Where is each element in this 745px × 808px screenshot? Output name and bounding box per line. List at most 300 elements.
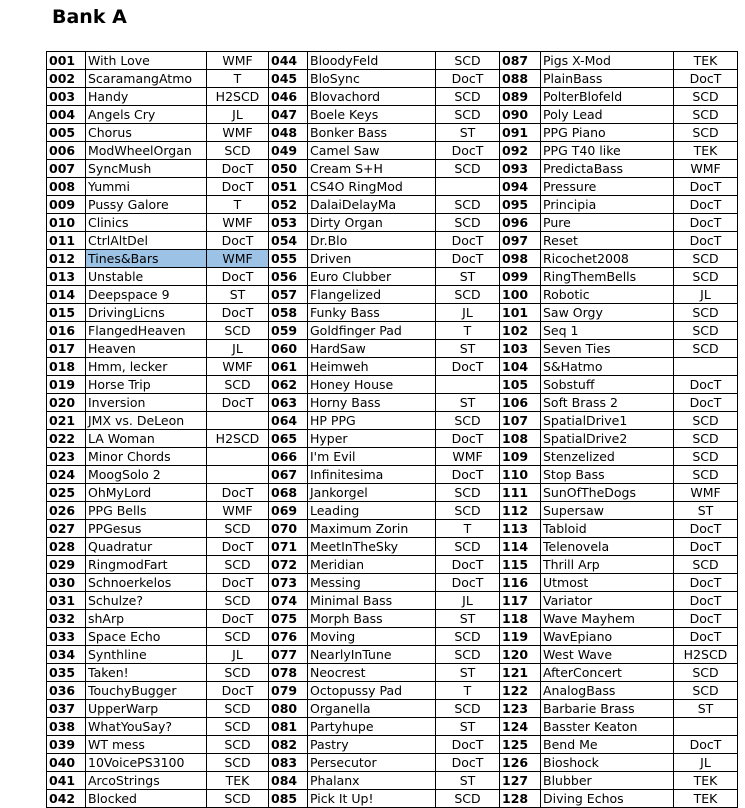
patch-type-cell: DocT [436, 574, 500, 592]
patch-num-cell: 071 [269, 538, 308, 556]
table-row [47, 430, 738, 448]
table-row [47, 592, 738, 610]
patch-name-cell: Stenzelized [541, 448, 674, 466]
patch-num-cell: 068 [269, 484, 308, 502]
patch-type-cell: DocT [674, 736, 738, 754]
patch-type-cell: DocT [674, 574, 738, 592]
patch-name-cell: TouchyBugger [86, 682, 207, 700]
patch-num-cell: 127 [500, 772, 541, 790]
patch-num-cell: 001 [47, 52, 86, 70]
patch-num-cell: 092 [500, 142, 541, 160]
patch-name-cell: Supersaw [541, 502, 674, 520]
patch-type-cell: ST [436, 664, 500, 682]
patch-type-cell: ST [674, 700, 738, 718]
patch-type-cell: DocT [436, 754, 500, 772]
patch-num-cell: 064 [269, 412, 308, 430]
patch-name-cell: Euro Clubber [308, 268, 436, 286]
patch-name-cell: Schnoerkelos [86, 574, 207, 592]
patch-name-cell: Meridian [308, 556, 436, 574]
patch-num-cell: 082 [269, 736, 308, 754]
patch-num-cell: 058 [269, 304, 308, 322]
patch-type-cell: SCD [436, 646, 500, 664]
patch-num-cell: 037 [47, 700, 86, 718]
patch-name-cell: S&Hatmo [541, 358, 674, 376]
patch-num-cell: 017 [47, 340, 86, 358]
patch-type-cell: DocT [436, 70, 500, 88]
patch-num-cell: 062 [269, 376, 308, 394]
patch-num-cell: 113 [500, 520, 541, 538]
patch-num-cell: 049 [269, 142, 308, 160]
patch-num-cell: 044 [269, 52, 308, 70]
patch-num-cell: 119 [500, 628, 541, 646]
patch-type-cell: SCD [674, 556, 738, 574]
patch-name-cell: Inversion [86, 394, 207, 412]
patch-num-cell: 032 [47, 610, 86, 628]
patch-num-cell: 125 [500, 736, 541, 754]
patch-type-cell: SCD [674, 268, 738, 286]
patch-num-cell: 050 [269, 160, 308, 178]
patch-num-cell: 100 [500, 286, 541, 304]
patch-name-cell: SunOfTheDogs [541, 484, 674, 502]
table-row [47, 664, 738, 682]
patch-num-cell: 060 [269, 340, 308, 358]
patch-type-cell: SCD [436, 412, 500, 430]
patch-name-cell: Funky Bass [308, 304, 436, 322]
patch-num-cell: 095 [500, 196, 541, 214]
patch-name-cell: Cream S+H [308, 160, 436, 178]
patch-num-cell: 102 [500, 322, 541, 340]
patch-num-cell: 076 [269, 628, 308, 646]
patch-type-cell [436, 178, 500, 196]
patch-type-cell: SCD [674, 664, 738, 682]
patch-name-cell: Goldfinger Pad [308, 322, 436, 340]
patch-num-cell: 091 [500, 124, 541, 142]
patch-type-cell: SCD [436, 106, 500, 124]
patch-name-cell: Synthline [86, 646, 207, 664]
patch-type-cell: SCD [436, 790, 500, 808]
patch-type-cell: JL [436, 592, 500, 610]
patch-name-cell: SpatialDrive1 [541, 412, 674, 430]
patch-num-cell: 121 [500, 664, 541, 682]
patch-name-cell: Sobstuff [541, 376, 674, 394]
patch-name-cell: Blocked [86, 790, 207, 808]
patch-num-cell: 090 [500, 106, 541, 124]
patch-type-cell: SCD [436, 52, 500, 70]
patch-type-cell: DocT [436, 736, 500, 754]
patch-type-cell [207, 466, 269, 484]
patch-num-cell: 039 [47, 736, 86, 754]
patch-name-cell: Utmost [541, 574, 674, 592]
patch-type-cell: SCD [674, 124, 738, 142]
patch-name-cell: Deepspace 9 [86, 286, 207, 304]
patch-num-cell: 075 [269, 610, 308, 628]
patch-type-cell: DocT [436, 430, 500, 448]
patch-name-cell: UpperWarp [86, 700, 207, 718]
patch-num-cell: 123 [500, 700, 541, 718]
patch-num-cell: 067 [269, 466, 308, 484]
table-row [47, 88, 738, 106]
patch-type-cell: SCD [207, 592, 269, 610]
patch-type-cell: WMF [436, 448, 500, 466]
patch-num-cell: 114 [500, 538, 541, 556]
patch-name-cell: Stop Bass [541, 466, 674, 484]
patch-type-cell: ST [436, 268, 500, 286]
patch-type-cell: SCD [436, 628, 500, 646]
patch-name-cell: Hmm, lecker [86, 358, 207, 376]
patch-type-cell: DocT [207, 304, 269, 322]
patch-name-cell: Diving Echos [541, 790, 674, 808]
patch-name-cell: PPG Piano [541, 124, 674, 142]
patch-num-cell: 024 [47, 466, 86, 484]
patch-name-cell: CtrlAltDel [86, 232, 207, 250]
patch-type-cell: JL [674, 286, 738, 304]
patch-type-cell: ST [436, 340, 500, 358]
patch-name-cell: WhatYouSay? [86, 718, 207, 736]
patch-num-cell: 093 [500, 160, 541, 178]
patch-type-cell: WMF [674, 160, 738, 178]
patch-num-cell: 072 [269, 556, 308, 574]
patch-type-cell: SCD [436, 88, 500, 106]
table-row [47, 232, 738, 250]
patch-type-cell: DocT [207, 394, 269, 412]
patch-type-cell: ST [436, 610, 500, 628]
patch-type-cell: ST [436, 394, 500, 412]
patch-type-cell: DocT [674, 520, 738, 538]
patch-type-cell: H2SCD [207, 430, 269, 448]
patch-type-cell: T [436, 322, 500, 340]
patch-name-cell: Bioshock [541, 754, 674, 772]
patch-name-cell: Dr.Blo [308, 232, 436, 250]
table-row [47, 286, 738, 304]
patch-type-cell [674, 358, 738, 376]
patch-type-cell: SCD [674, 682, 738, 700]
patch-type-cell: TEK [674, 790, 738, 808]
patch-num-cell: 117 [500, 592, 541, 610]
table-row [47, 556, 738, 574]
patch-type-cell: SCD [207, 376, 269, 394]
patch-num-cell: 096 [500, 214, 541, 232]
patch-name-cell: Horse Trip [86, 376, 207, 394]
patch-num-cell: 085 [269, 790, 308, 808]
patch-num-cell: 038 [47, 718, 86, 736]
patch-name-cell: MoogSolo 2 [86, 466, 207, 484]
patch-type-cell: SCD [207, 736, 269, 754]
patch-name-cell: Leading [308, 502, 436, 520]
patch-type-cell: DocT [207, 682, 269, 700]
patch-name-cell: Dirty Organ [308, 214, 436, 232]
patch-name-cell: NearlyInTune [308, 646, 436, 664]
patch-type-cell: SCD [207, 718, 269, 736]
patch-type-cell: SCD [436, 160, 500, 178]
patch-type-cell: T [436, 520, 500, 538]
patch-type-cell: DocT [436, 142, 500, 160]
patch-num-cell: 057 [269, 286, 308, 304]
patch-num-cell: 031 [47, 592, 86, 610]
patch-num-cell: 106 [500, 394, 541, 412]
patch-name-cell: Blovachord [308, 88, 436, 106]
patch-type-cell [207, 412, 269, 430]
patch-num-cell: 047 [269, 106, 308, 124]
patch-name-cell: HP PPG [308, 412, 436, 430]
patch-name-cell: DalaiDelayMa [308, 196, 436, 214]
table-row [47, 610, 738, 628]
table-row [47, 376, 738, 394]
table-row [47, 754, 738, 772]
table-row [47, 502, 738, 520]
patch-num-cell: 107 [500, 412, 541, 430]
patch-type-cell: SCD [207, 754, 269, 772]
patch-type-cell: DocT [674, 394, 738, 412]
patch-num-cell: 003 [47, 88, 86, 106]
patch-name-cell: SpatialDrive2 [541, 430, 674, 448]
patch-num-cell: 021 [47, 412, 86, 430]
patch-name-cell: OhMyLord [86, 484, 207, 502]
patch-name-cell: Wave Mayhem [541, 610, 674, 628]
table-row [47, 394, 738, 412]
patch-name-cell: Partyhupe [308, 718, 436, 736]
patch-num-cell: 074 [269, 592, 308, 610]
patch-num-cell: 112 [500, 502, 541, 520]
patch-type-cell: SCD [674, 106, 738, 124]
patch-type-cell: SCD [436, 196, 500, 214]
patch-type-cell: JL [207, 340, 269, 358]
patch-name-cell: Blubber [541, 772, 674, 790]
table-row [47, 718, 738, 736]
table-row [47, 52, 738, 70]
patch-type-cell: ST [436, 772, 500, 790]
patch-type-cell: WMF [207, 502, 269, 520]
patch-name-cell: Moving [308, 628, 436, 646]
patch-num-cell: 022 [47, 430, 86, 448]
patch-num-cell: 015 [47, 304, 86, 322]
patch-num-cell: 019 [47, 376, 86, 394]
patch-name-cell: Neocrest [308, 664, 436, 682]
patch-num-cell: 108 [500, 430, 541, 448]
patch-num-cell: 080 [269, 700, 308, 718]
patch-num-cell: 069 [269, 502, 308, 520]
patch-name-cell: Telenovela [541, 538, 674, 556]
table-row [47, 538, 738, 556]
table-row [47, 790, 738, 808]
patch-num-cell: 124 [500, 718, 541, 736]
patch-name-cell: Saw Orgy [541, 304, 674, 322]
patch-name-cell: Poly Lead [541, 106, 674, 124]
patch-type-cell: SCD [674, 88, 738, 106]
table-row [47, 268, 738, 286]
patch-name-cell: Hyper [308, 430, 436, 448]
patch-name-cell: ArcoStrings [86, 772, 207, 790]
patch-type-cell: TEK [674, 772, 738, 790]
patch-name-cell: 10VoicePS3100 [86, 754, 207, 772]
patch-name-cell: Principia [541, 196, 674, 214]
patch-type-cell: ST [674, 502, 738, 520]
patch-type-cell: SCD [207, 556, 269, 574]
table-row [47, 520, 738, 538]
patch-type-cell: DocT [207, 538, 269, 556]
patch-num-cell: 055 [269, 250, 308, 268]
patch-type-cell: DocT [436, 232, 500, 250]
patch-name-cell: Angels Cry [86, 106, 207, 124]
patch-name-cell: JMX vs. DeLeon [86, 412, 207, 430]
patch-num-cell: 104 [500, 358, 541, 376]
table-row [47, 700, 738, 718]
patch-name-cell: Basster Keaton [541, 718, 674, 736]
patch-num-cell: 061 [269, 358, 308, 376]
patch-type-cell: DocT [674, 232, 738, 250]
patch-table [46, 51, 738, 808]
patch-name-cell: Pressure [541, 178, 674, 196]
patch-type-cell: DocT [207, 610, 269, 628]
patch-type-cell: WMF [207, 358, 269, 376]
table-row [47, 466, 738, 484]
table-row [47, 736, 738, 754]
patch-num-cell: 014 [47, 286, 86, 304]
patch-type-cell: SCD [674, 430, 738, 448]
patch-name-cell: WavEpiano [541, 628, 674, 646]
patch-num-cell: 109 [500, 448, 541, 466]
patch-type-cell: DocT [436, 466, 500, 484]
patch-name-cell: AfterConcert [541, 664, 674, 682]
patch-type-cell: SCD [674, 304, 738, 322]
patch-type-cell: SCD [674, 448, 738, 466]
patch-name-cell: PlainBass [541, 70, 674, 88]
patch-type-cell: SCD [674, 412, 738, 430]
table-row [47, 322, 738, 340]
patch-num-cell: 116 [500, 574, 541, 592]
patch-num-cell: 034 [47, 646, 86, 664]
patch-type-cell: DocT [207, 178, 269, 196]
patch-type-cell: T [436, 682, 500, 700]
patch-num-cell: 088 [500, 70, 541, 88]
patch-name-cell: Unstable [86, 268, 207, 286]
patch-num-cell: 035 [47, 664, 86, 682]
patch-num-cell: 020 [47, 394, 86, 412]
table-row [47, 448, 738, 466]
patch-num-cell: 128 [500, 790, 541, 808]
patch-type-cell: DocT [436, 556, 500, 574]
patch-type-cell: TEK [674, 52, 738, 70]
patch-type-cell: H2SCD [207, 88, 269, 106]
patch-type-cell: ST [436, 124, 500, 142]
patch-type-cell: SCD [674, 250, 738, 268]
table-row [47, 628, 738, 646]
patch-type-cell: H2SCD [674, 646, 738, 664]
patch-type-cell: SCD [674, 466, 738, 484]
patch-name-cell: RingThemBells [541, 268, 674, 286]
patch-num-cell: 046 [269, 88, 308, 106]
patch-num-cell: 002 [47, 70, 86, 88]
patch-name-cell: Boele Keys [308, 106, 436, 124]
patch-num-cell: 081 [269, 718, 308, 736]
table-row [47, 646, 738, 664]
table-row [47, 772, 738, 790]
patch-name-cell: Camel Saw [308, 142, 436, 160]
table-row [47, 160, 738, 178]
patch-name-cell: PredictaBass [541, 160, 674, 178]
patch-name-cell: SyncMush [86, 160, 207, 178]
patch-type-cell: SCD [207, 628, 269, 646]
page-title: Bank A [52, 6, 127, 28]
patch-name-cell: Morph Bass [308, 610, 436, 628]
patch-num-cell: 101 [500, 304, 541, 322]
patch-num-cell: 070 [269, 520, 308, 538]
patch-num-cell: 087 [500, 52, 541, 70]
patch-name-cell: I'm Evil [308, 448, 436, 466]
patch-name-cell: Honey House [308, 376, 436, 394]
patch-name-cell: Quadratur [86, 538, 207, 556]
patch-type-cell: T [207, 196, 269, 214]
patch-name-cell: Flangelized [308, 286, 436, 304]
patch-type-cell: DocT [674, 592, 738, 610]
patch-name-cell: Yummi [86, 178, 207, 196]
patch-type-cell: SCD [436, 214, 500, 232]
patch-type-cell: SCD [207, 664, 269, 682]
table-row [47, 250, 738, 268]
patch-name-cell: Handy [86, 88, 207, 106]
table-row [47, 214, 738, 232]
patch-name-cell: West Wave [541, 646, 674, 664]
patch-name-cell: Tabloid [541, 520, 674, 538]
patch-num-cell: 040 [47, 754, 86, 772]
patch-name-cell: Octopussy Pad [308, 682, 436, 700]
patch-num-cell: 059 [269, 322, 308, 340]
patch-name-cell: With Love [86, 52, 207, 70]
patch-num-cell: 126 [500, 754, 541, 772]
patch-type-cell: DocT [674, 538, 738, 556]
patch-type-cell: DocT [436, 250, 500, 268]
patch-type-cell: WMF [207, 250, 269, 268]
patch-name-cell: Clinics [86, 214, 207, 232]
patch-type-cell: WMF [207, 214, 269, 232]
table-row [47, 178, 738, 196]
patch-type-cell: SCD [674, 322, 738, 340]
patch-num-cell: 009 [47, 196, 86, 214]
patch-name-cell: PPG Bells [86, 502, 207, 520]
patch-type-cell: WMF [207, 124, 269, 142]
patch-name-cell: Pastry [308, 736, 436, 754]
table-row [47, 70, 738, 88]
patch-name-cell: Seven Ties [541, 340, 674, 358]
patch-name-cell: FlangedHeaven [86, 322, 207, 340]
patch-type-cell: DocT [674, 196, 738, 214]
patch-num-cell: 028 [47, 538, 86, 556]
patch-name-cell: CS4O RingMod [308, 178, 436, 196]
table-row [47, 304, 738, 322]
patch-num-cell: 083 [269, 754, 308, 772]
patch-name-cell: Barbarie Brass [541, 700, 674, 718]
patch-num-cell: 051 [269, 178, 308, 196]
patch-type-cell: ST [436, 718, 500, 736]
patch-type-cell: JL [436, 304, 500, 322]
patch-name-cell: Phalanx [308, 772, 436, 790]
patch-num-cell: 056 [269, 268, 308, 286]
patch-type-cell [436, 376, 500, 394]
patch-num-cell: 023 [47, 448, 86, 466]
patch-name-cell: Horny Bass [308, 394, 436, 412]
patch-num-cell: 084 [269, 772, 308, 790]
patch-num-cell: 030 [47, 574, 86, 592]
patch-name-cell: Minor Chords [86, 448, 207, 466]
patch-num-cell: 053 [269, 214, 308, 232]
patch-num-cell: 097 [500, 232, 541, 250]
patch-type-cell: SCD [436, 700, 500, 718]
table-row [47, 196, 738, 214]
patch-name-cell: Organella [308, 700, 436, 718]
table-row [47, 484, 738, 502]
patch-name-cell: HardSaw [308, 340, 436, 358]
patch-num-cell: 005 [47, 124, 86, 142]
patch-type-cell [207, 448, 269, 466]
